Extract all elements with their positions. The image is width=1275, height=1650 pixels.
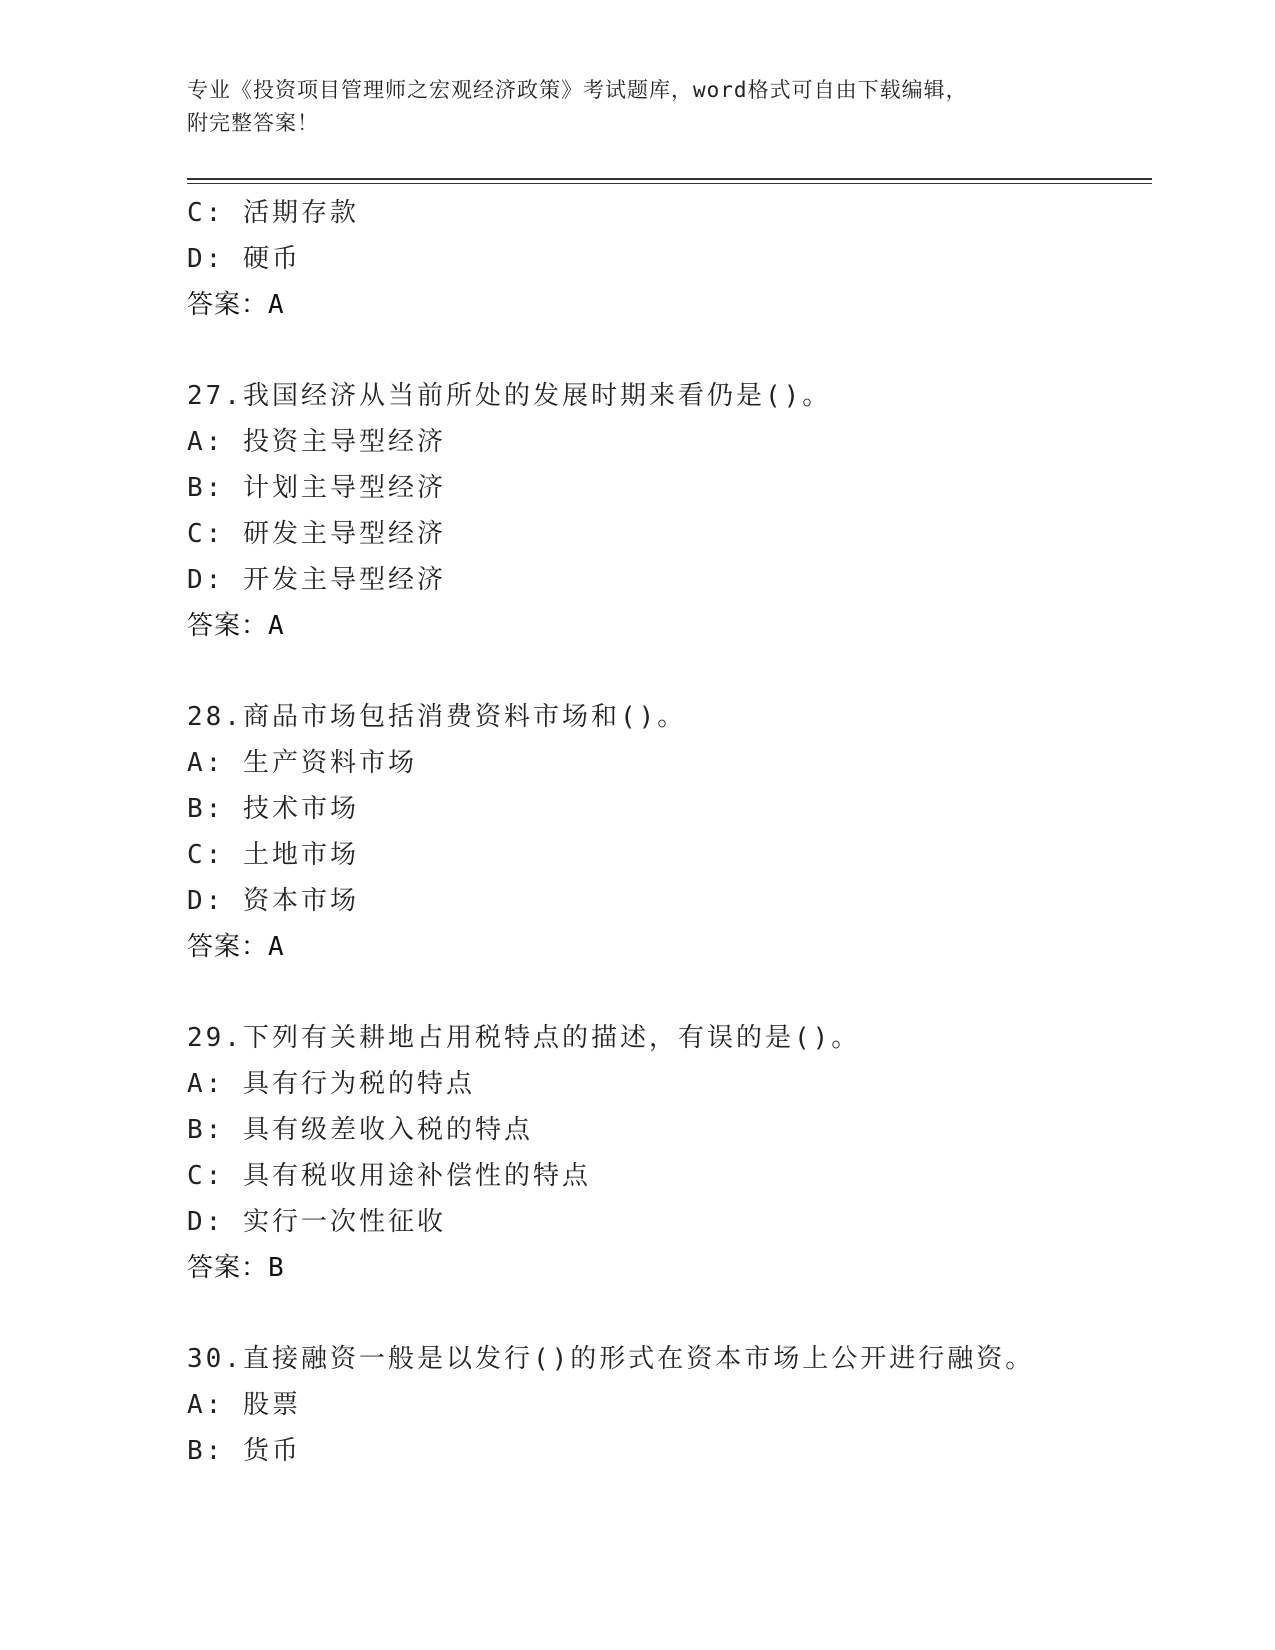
option-text: 研发主导型经济	[242, 519, 446, 549]
option-label: D:	[187, 244, 225, 274]
question-28	[187, 694, 1152, 970]
option-text: 具有行为税的特点	[242, 1069, 475, 1099]
option-label: D:	[187, 1207, 225, 1237]
option-d	[187, 236, 1152, 282]
option-a	[187, 1382, 1152, 1428]
option-text: 计划主导型经济	[242, 473, 446, 503]
question-stem: 29.下列有关耕地占用税特点的描述，有误的是()。	[187, 1023, 861, 1053]
option-a	[187, 740, 1152, 786]
option-c	[187, 1153, 1152, 1199]
question-list	[187, 190, 1152, 1474]
option-text: 活期存款	[242, 198, 359, 228]
option-label: C:	[187, 1161, 225, 1191]
answer-line: 答案：A	[187, 611, 285, 641]
option-label: A:	[187, 427, 225, 457]
option-b	[187, 465, 1152, 511]
question-partial	[187, 190, 1152, 328]
option-b	[187, 1107, 1152, 1153]
option-text: 货币	[242, 1436, 301, 1466]
question-stem: 27.我国经济从当前所处的发展时期来看仍是()。	[187, 381, 832, 411]
option-c	[187, 832, 1152, 878]
option-label: D:	[187, 565, 225, 595]
option-label: D:	[187, 886, 225, 916]
option-label: B:	[187, 794, 225, 824]
question-30	[187, 1336, 1152, 1474]
option-b	[187, 786, 1152, 832]
option-c	[187, 190, 1152, 236]
option-d	[187, 557, 1152, 603]
answer-line: 答案：B	[187, 1253, 285, 1283]
option-text: 投资主导型经济	[242, 427, 446, 457]
header-divider-thick	[187, 178, 1152, 180]
option-a	[187, 1061, 1152, 1107]
option-label: C:	[187, 198, 225, 228]
question-stem: 30.直接融资一般是以发行()的形式在资本市场上公开进行融资。	[187, 1344, 1035, 1374]
question-stem: 28.商品市场包括消费资料市场和()。	[187, 702, 687, 732]
answer-line: 答案：A	[187, 932, 285, 962]
option-text: 生产资料市场	[242, 748, 417, 778]
option-text: 技术市场	[242, 794, 359, 824]
header-divider-thin	[187, 183, 1152, 184]
option-label: B:	[187, 1115, 225, 1145]
option-c	[187, 511, 1152, 557]
header-line-2: 附完整答案！	[187, 111, 319, 135]
option-text: 具有税收用途补偿性的特点	[242, 1161, 591, 1191]
document-header	[187, 74, 1087, 140]
option-text: 具有级差收入税的特点	[242, 1115, 533, 1145]
option-label: C:	[187, 519, 225, 549]
option-a	[187, 419, 1152, 465]
option-label: A:	[187, 748, 225, 778]
option-text: 资本市场	[242, 886, 359, 916]
answer-line: 答案：A	[187, 290, 285, 320]
option-d	[187, 1199, 1152, 1245]
option-d	[187, 878, 1152, 924]
option-text: 开发主导型经济	[242, 565, 446, 595]
option-b	[187, 1428, 1152, 1474]
header-line-1: 专业《投资项目管理师之宏观经济政策》考试题库，word格式可自由下载编辑，	[187, 78, 968, 102]
option-label: A:	[187, 1069, 225, 1099]
question-29	[187, 1015, 1152, 1291]
option-text: 股票	[242, 1390, 301, 1420]
option-label: B:	[187, 473, 225, 503]
option-label: B:	[187, 1436, 225, 1466]
option-label: C:	[187, 840, 225, 870]
option-label: A:	[187, 1390, 225, 1420]
question-27	[187, 373, 1152, 649]
option-text: 土地市场	[242, 840, 359, 870]
option-text: 硬币	[242, 244, 301, 274]
option-text: 实行一次性征收	[242, 1207, 446, 1237]
